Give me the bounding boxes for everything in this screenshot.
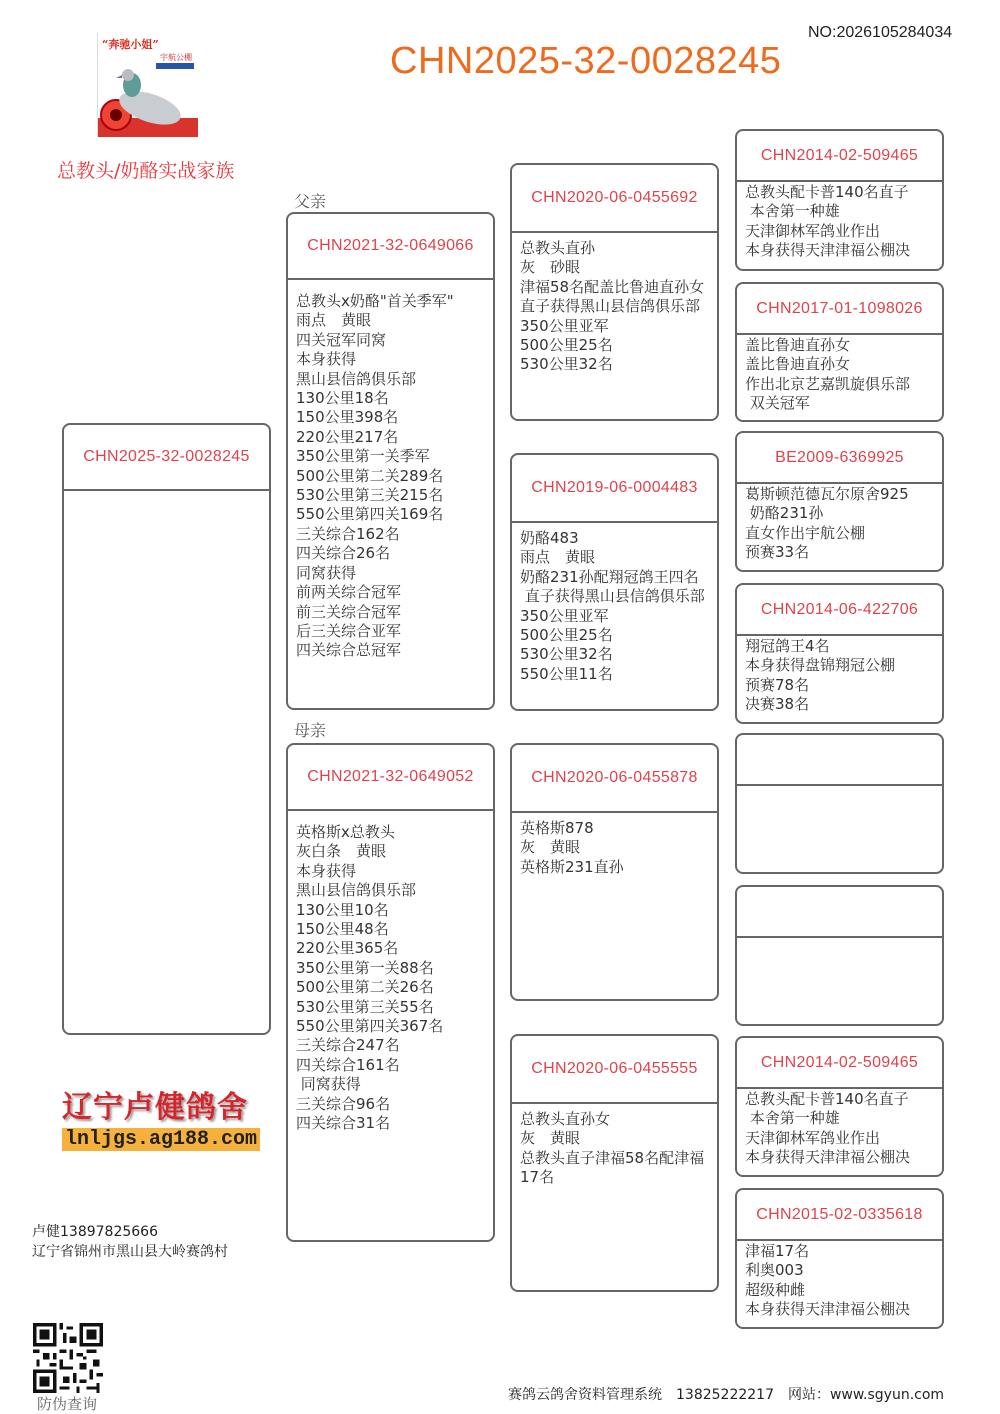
great-grandparent-card-empty[interactable] — [735, 733, 944, 874]
great-grandparent-card[interactable] — [735, 431, 944, 572]
ring-number: CHN2021-32-0649052 — [307, 768, 474, 785]
ring-number: CHN2017-01-1098026 — [756, 299, 923, 317]
pedigree-notes: 英格斯x总教头 灰白条 黄眼 本身获得 黑山县信鸽俱乐部 130公里10名 150公里48名 220公里365名 350公里第一关88名 500公里第二关26名 530公里第三关55名 550公里第四关367名 三关综合247名 四关综合161名 同窝获得 三关综合96名 四关综合31名 — [296, 823, 444, 1133]
ring-number: CHN2021-32-0649066 — [307, 237, 474, 254]
mother-label: 母亲 — [294, 721, 327, 740]
page-title-ring-number: CHN2025-32-0028245 — [390, 40, 782, 82]
owner-phone: 卢健13897825666 — [32, 1224, 158, 1240]
ring-number: CHN2020-06-0455878 — [531, 769, 698, 786]
subject-card[interactable] — [62, 423, 271, 1035]
pedigree-notes: 津福17名 利奥003 超级种雌 本身获得天津津福公棚决 — [745, 1242, 911, 1319]
pedigree-notes — [64, 491, 269, 499]
svg-text:宇航公棚: 宇航公棚 — [160, 53, 192, 62]
qr-code-icon[interactable] — [33, 1323, 103, 1393]
pedigree-notes — [737, 786, 942, 794]
ring-number: CHN2014-06-422706 — [760, 600, 919, 618]
ring-number: CHN2015-02-0335618 — [756, 1205, 923, 1223]
great-grandparent-card[interactable] — [735, 1188, 944, 1329]
family-name: 总教头/奶酪实战家族 — [57, 160, 235, 182]
pedigree-notes: 盖比鲁迪直孙女 盖比鲁迪直孙女 作出北京艺嘉凯旋俱乐部 双关冠军 — [745, 336, 911, 413]
ring-number: CHN2020-06-0455555 — [531, 1060, 698, 1077]
great-grandparent-card[interactable] — [735, 282, 944, 422]
loft-brand-url: lnljgs.ag188.com — [62, 1128, 260, 1151]
ring-number: CHN2014-02-509465 — [760, 1053, 919, 1071]
contact-info — [32, 1222, 228, 1262]
great-grandparent-card-empty[interactable] — [735, 885, 944, 1026]
pedigree-notes: 英格斯878 灰 黄眼 英格斯231直孙 — [520, 819, 624, 876]
pedigree-notes: 总教头配卡普140名直子 本舍第一种雄 天津御林军鸽业作出 本身获得天津津福公棚决 — [745, 183, 911, 260]
great-grandparent-card[interactable] — [735, 583, 944, 724]
ring-number: CHN2020-06-0455692 — [531, 189, 698, 206]
address: 辽宁省锦州市黑山县大岭赛鸽村 — [32, 1244, 228, 1260]
pedigree-notes: 葛斯顿范德瓦尔原舍925 奶酪231孙 直女作出宇航公棚 预赛33名 — [745, 485, 909, 562]
ring-number: CHN2019-06-0004483 — [531, 479, 698, 496]
pigeon-photo — [97, 33, 198, 137]
ring-number: CHN2025-32-0028245 — [83, 448, 250, 465]
dam-card[interactable] — [286, 743, 495, 1242]
qr-label: 防伪查询 — [37, 1395, 98, 1413]
grandparent-card[interactable] — [510, 1034, 719, 1292]
pedigree-notes: 奶酪483 雨点 黄眼 奶酪231孙配翔冠鸽王四名 直子获得黑山县信鸽俱乐部 350公里亚军 500公里25名 530公里32名 550公里11名 — [520, 529, 705, 683]
loft-brand-logo — [62, 1082, 270, 1154]
great-grandparent-card[interactable] — [735, 1036, 944, 1177]
serial-number: NO:2026105284034 — [808, 24, 953, 41]
great-grandparent-card[interactable] — [735, 129, 944, 271]
pedigree-notes: 总教头x奶酪"首关季军" 雨点 黄眼 四关冠军同窝 本身获得 黑山县信鸽俱乐部 130公里18名 150公里398名 220公里217名 350公里第一关季军 500公里第二关289名 530公里第三关215名 550公里第四关169名 三关综合162名 四关综合26名 同窝获得 前两关综合冠军 前三关综合冠军 后三关综合亚军 四关综合总冠军 — [296, 292, 454, 660]
pedigree-notes — [737, 938, 942, 946]
pedigree-notes: 总教头直孙 灰 砂眼 津福58名配盖比鲁迪直孙女 直子获得黑山县信鸽俱乐部 350公里亚军 500公里25名 530公里32名 — [520, 239, 705, 374]
father-label: 父亲 — [294, 192, 327, 211]
grandparent-card[interactable] — [510, 743, 719, 1001]
grandparent-card[interactable] — [510, 163, 719, 421]
ring-number: BE2009-6369925 — [775, 448, 904, 466]
grandparent-card[interactable] — [510, 453, 719, 711]
pedigree-notes: 翔冠鸽王4名 本身获得盘锦翔冠公棚 预赛78名 决赛38名 — [745, 637, 896, 714]
pedigree-notes: 总教头直孙女 灰 黄眼 总教头直子津福58名配津福17名 — [520, 1110, 705, 1187]
logo-caption: “奔驰小姐” — [102, 38, 159, 51]
sire-card[interactable] — [286, 212, 495, 710]
ring-number: CHN2014-02-509465 — [760, 146, 919, 164]
loft-brand-name: 辽宁卢健鸽舍 — [62, 1090, 248, 1125]
pedigree-notes: 总教头配卡普140名直子 本舍第一种雄 天津御林军鸽业作出 本身获得天津津福公棚决 — [745, 1090, 911, 1167]
footer-system-info: 赛鸽云鸽舍资料管理系统 13825222217 网站：www.sgyun.com — [508, 1387, 945, 1403]
